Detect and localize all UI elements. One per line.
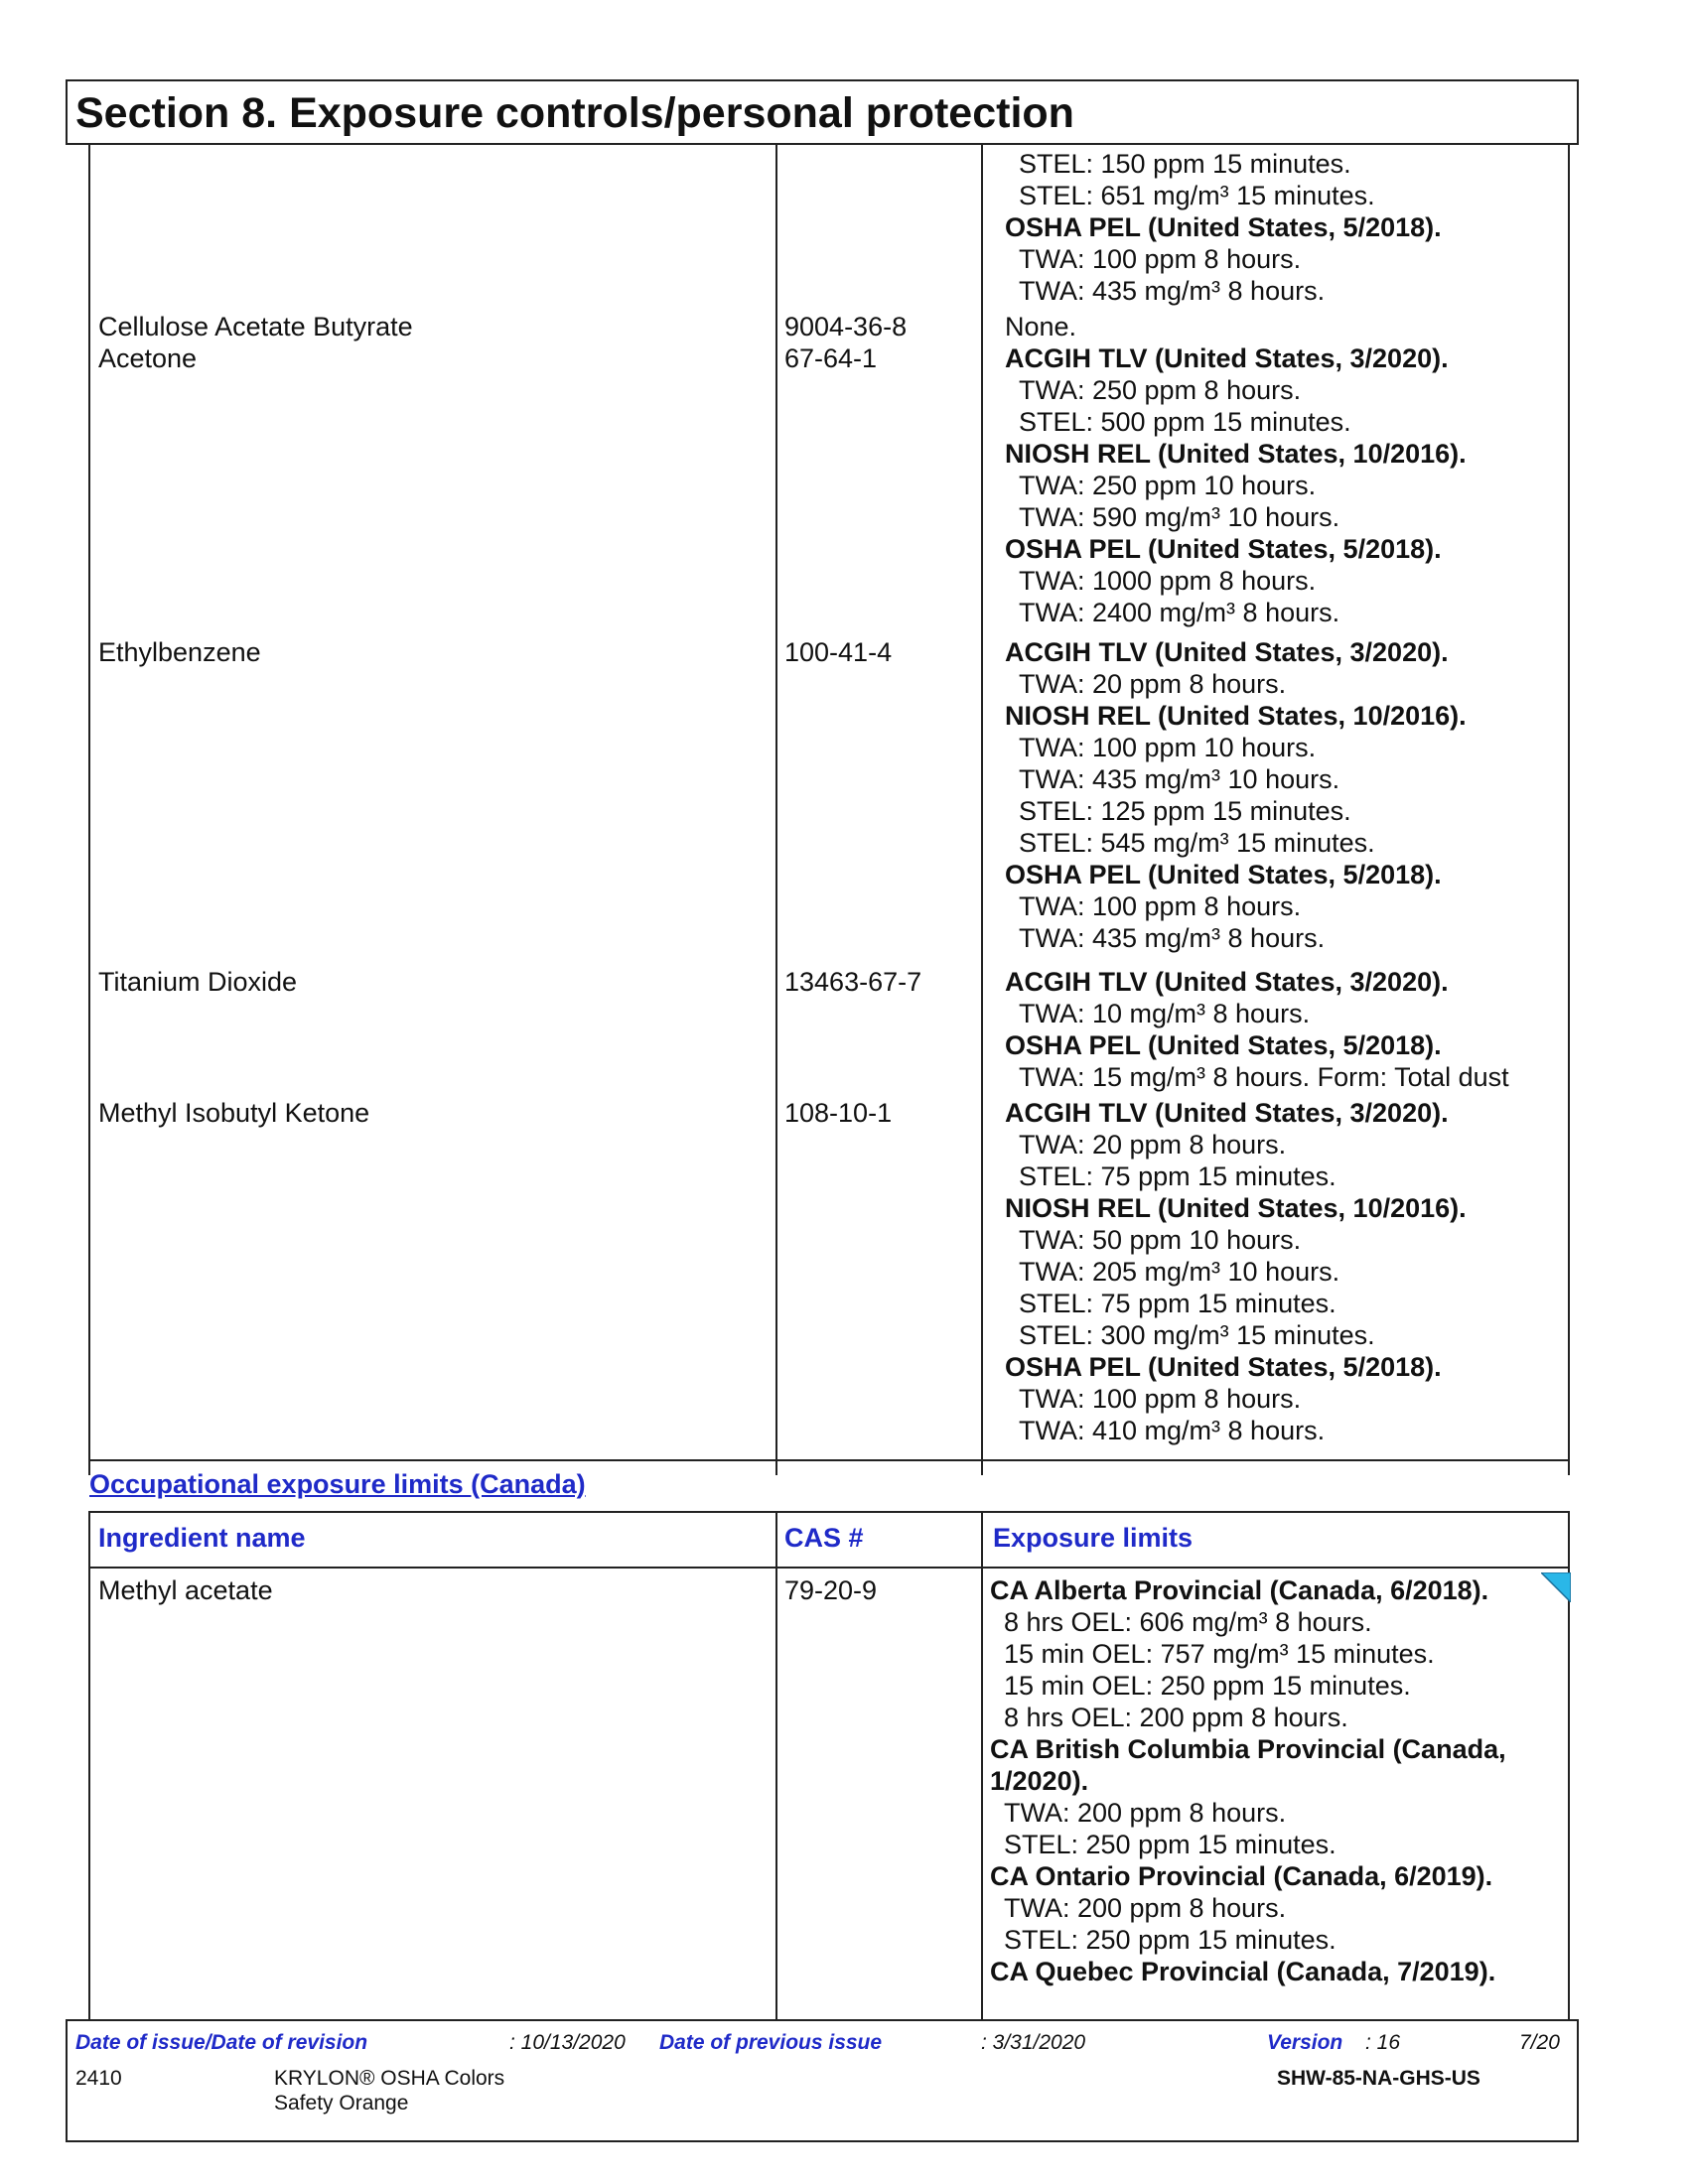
column-divider (981, 1511, 983, 2019)
limit-line: STEL: 250 ppm 15 minutes. (1004, 1830, 1336, 1859)
limit-line: TWA: 100 ppm 8 hours. (1019, 244, 1302, 274)
cas-number: 67-64-1 (784, 343, 878, 373)
limit-heading: NIOSH REL (United States, 10/2016). (1005, 1193, 1467, 1223)
limit-line: TWA: 435 mg/m³ 8 hours. (1019, 276, 1326, 306)
limit-line: TWA: 20 ppm 8 hours. (1019, 1130, 1287, 1160)
footer-previous-value: : 3/31/2020 (981, 2031, 1086, 2054)
footer-version-value: : 16 (1365, 2031, 1401, 2054)
limit-heading: CA British Columbia Provincial (Canada, (990, 1734, 1506, 1764)
page-footer (66, 2019, 1579, 2142)
limit-line: TWA: 1000 ppm 8 hours. (1019, 566, 1317, 596)
limit-heading: OSHA PEL (United States, 5/2018). (1005, 212, 1442, 242)
column-header-ingredient: Ingredient name (98, 1523, 306, 1553)
limit-line: TWA: 20 ppm 8 hours. (1019, 669, 1287, 699)
column-divider (981, 145, 983, 1475)
ingredient-name: Methyl Isobutyl Ketone (98, 1098, 370, 1128)
footer-document-code: SHW-85-NA-GHS-US (1277, 2067, 1480, 2090)
table-border-left (88, 1511, 90, 2019)
limit-line: TWA: 100 ppm 8 hours. (1019, 891, 1302, 921)
section-title: Section 8. Exposure controls/personal protection (75, 89, 1074, 137)
limit-line: TWA: 200 ppm 8 hours. (1004, 1893, 1287, 1923)
limit-heading: CA Ontario Provincial (Canada, 6/2019). (990, 1861, 1493, 1891)
ingredient-name: Titanium Dioxide (98, 967, 298, 997)
continuation-marker-icon (1541, 1572, 1571, 1602)
limit-line: 15 min OEL: 757 mg/m³ 15 minutes. (1004, 1639, 1435, 1669)
footer-issue-label: Date of issue/Date of revision (75, 2031, 368, 2054)
exposure-limits (1005, 966, 1509, 1093)
limit-line: STEL: 75 ppm 15 minutes. (1019, 1161, 1336, 1191)
limit-line: None. (1005, 312, 1077, 341)
exposure-limits (1005, 311, 1076, 342)
footer-product-color: Safety Orange (274, 2092, 409, 2115)
exposure-limits (990, 1574, 1506, 1987)
limit-line: STEL: 545 mg/m³ 15 minutes. (1019, 828, 1375, 858)
ingredient-name: Cellulose Acetate Butyrate (98, 312, 413, 341)
column-header-cas: CAS # (784, 1523, 864, 1553)
table-border-right (1568, 145, 1570, 1475)
limit-line: TWA: 250 ppm 8 hours. (1019, 375, 1302, 405)
exposure-limits (1005, 636, 1467, 954)
ingredient-name: Acetone (98, 343, 198, 373)
limit-line: STEL: 300 mg/m³ 15 minutes. (1019, 1320, 1375, 1350)
cas-number: 9004-36-8 (784, 312, 908, 341)
limit-heading: CA Alberta Provincial (Canada, 6/2018). (990, 1575, 1489, 1605)
limit-line: 8 hrs OEL: 200 ppm 8 hours. (1004, 1703, 1348, 1732)
ingredient-name: Ethylbenzene (98, 637, 261, 667)
header-divider (88, 1567, 1570, 1569)
column-header-limits: Exposure limits (993, 1523, 1194, 1553)
footer-product-name: KRYLON® OSHA Colors (274, 2067, 505, 2090)
limit-line: 15 min OEL: 250 ppm 15 minutes. (1004, 1671, 1411, 1701)
limit-heading: CA Quebec Provincial (Canada, 7/2019). (990, 1957, 1496, 1986)
ingredient-name: Methyl acetate (98, 1575, 273, 1605)
table-border-left (88, 145, 90, 1475)
limit-heading: ACGIH TLV (United States, 3/2020). (1005, 1098, 1449, 1128)
limit-line: STEL: 500 ppm 15 minutes. (1019, 407, 1351, 437)
section-header (66, 79, 1579, 145)
limit-heading: OSHA PEL (United States, 5/2018). (1005, 1030, 1442, 1060)
limit-line: STEL: 75 ppm 15 minutes. (1019, 1289, 1336, 1318)
limit-heading: ACGIH TLV (United States, 3/2020). (1005, 967, 1449, 997)
footer-product-code: 2410 (75, 2067, 122, 2090)
limit-heading: NIOSH REL (United States, 10/2016). (1005, 701, 1467, 731)
limit-line: TWA: 2400 mg/m³ 8 hours. (1019, 598, 1340, 627)
footer-version-label: Version (1267, 2031, 1343, 2054)
limit-line: TWA: 100 ppm 8 hours. (1019, 1384, 1302, 1414)
canada-limits-link[interactable]: Occupational exposure limits (Canada) (89, 1469, 586, 1499)
limit-line: TWA: 250 ppm 10 hours. (1019, 471, 1317, 500)
cas-number: 100-41-4 (784, 637, 893, 667)
exposure-limits (1005, 1097, 1467, 1446)
limit-heading: ACGIH TLV (United States, 3/2020). (1005, 343, 1449, 373)
limit-line: STEL: 250 ppm 15 minutes. (1004, 1925, 1336, 1955)
column-divider (775, 1511, 777, 2019)
limit-line: TWA: 435 mg/m³ 10 hours. (1019, 764, 1340, 794)
limit-heading: 1/2020). (990, 1766, 1089, 1796)
limit-heading: NIOSH REL (United States, 10/2016). (1005, 439, 1467, 469)
limit-line: TWA: 100 ppm 10 hours. (1019, 733, 1317, 762)
cas-number: 79-20-9 (784, 1575, 878, 1605)
limit-line: TWA: 15 mg/m³ 8 hours. Form: Total dust (1019, 1062, 1509, 1092)
limit-line: STEL: 125 ppm 15 minutes. (1019, 796, 1351, 826)
limit-heading: OSHA PEL (United States, 5/2018). (1005, 860, 1442, 889)
table-border-top (88, 1511, 1570, 1513)
cas-number: 108-10-1 (784, 1098, 893, 1128)
table-border-bottom (88, 1459, 1570, 1461)
limit-line: TWA: 200 ppm 8 hours. (1004, 1798, 1287, 1828)
limit-line: TWA: 10 mg/m³ 8 hours. (1019, 999, 1311, 1028)
limit-line: TWA: 435 mg/m³ 8 hours. (1019, 923, 1326, 953)
limit-line: STEL: 150 ppm 15 minutes. (1019, 149, 1351, 179)
continued-limits (1005, 148, 1442, 307)
limit-line: TWA: 590 mg/m³ 10 hours. (1019, 502, 1340, 532)
limit-heading: OSHA PEL (United States, 5/2018). (1005, 1352, 1442, 1382)
limit-heading: ACGIH TLV (United States, 3/2020). (1005, 637, 1449, 667)
limit-line: STEL: 651 mg/m³ 15 minutes. (1019, 181, 1375, 210)
limit-line: TWA: 50 ppm 10 hours. (1019, 1225, 1302, 1255)
column-divider (775, 145, 777, 1475)
limit-heading: OSHA PEL (United States, 5/2018). (1005, 534, 1442, 564)
exposure-limits (1005, 342, 1467, 628)
limit-line: TWA: 410 mg/m³ 8 hours. (1019, 1416, 1326, 1445)
limit-line: 8 hrs OEL: 606 mg/m³ 8 hours. (1004, 1607, 1372, 1637)
limit-line: TWA: 205 mg/m³ 10 hours. (1019, 1257, 1340, 1287)
footer-issue-value: : 10/13/2020 (509, 2031, 626, 2054)
cas-number: 13463-67-7 (784, 967, 922, 997)
footer-page-number: 7/20 (1519, 2031, 1560, 2054)
footer-previous-label: Date of previous issue (659, 2031, 883, 2054)
